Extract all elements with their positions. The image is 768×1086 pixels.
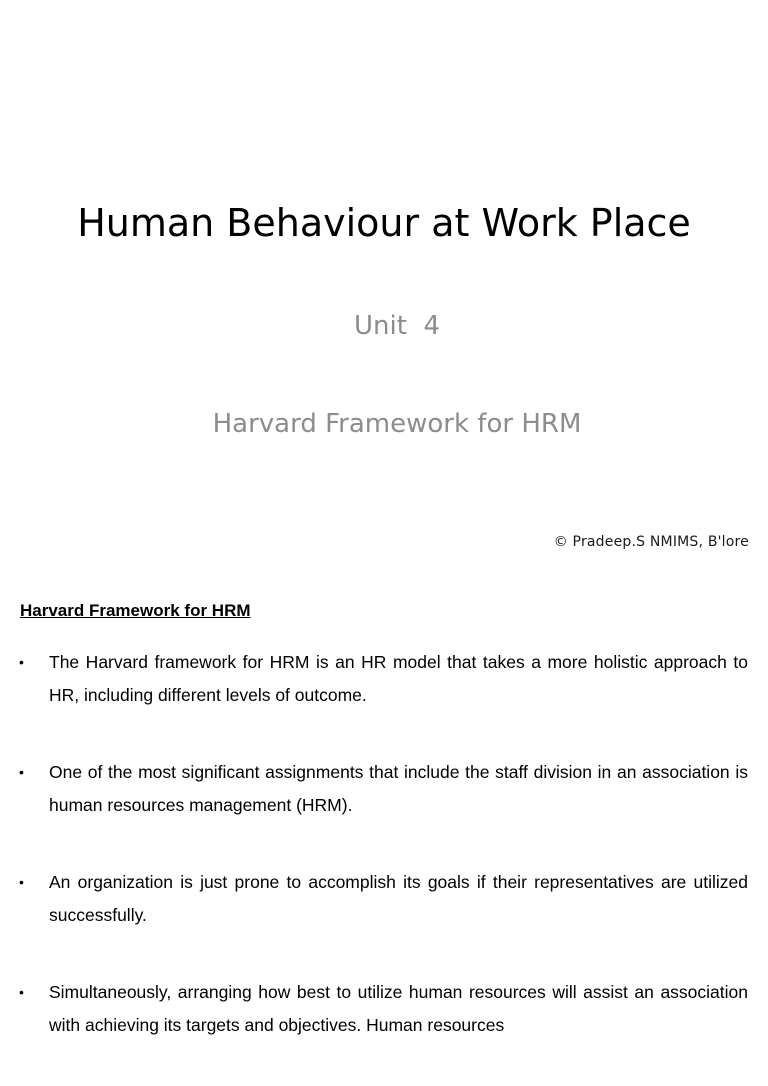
slide-unit-label: Unit 4 xyxy=(354,311,440,341)
slide-title: Human Behaviour at Work Place xyxy=(77,201,691,245)
list-item xyxy=(0,976,768,1042)
list-item xyxy=(0,756,768,822)
bullet-text: An organization is just prone to accomplish its goals if their representatives are utilized successfully. xyxy=(49,872,748,925)
list-item xyxy=(0,866,768,932)
bullet-list xyxy=(0,646,768,1086)
bullet-text: The Harvard framework for HRM is an HR model that takes a more holistic approach to HR, including different levels of outcome. xyxy=(49,652,748,705)
bullet-icon: • xyxy=(19,764,24,780)
slide-subtitle: Harvard Framework for HRM xyxy=(212,409,582,439)
bullet-icon: • xyxy=(19,984,24,1000)
bullet-icon: • xyxy=(19,654,24,670)
bullet-text: Simultaneously, arranging how best to utilize human resources will assist an association with achieving its targets and objectives. Human resources xyxy=(49,982,748,1035)
list-item xyxy=(0,646,768,712)
section-heading: Harvard Framework for HRM xyxy=(20,601,251,620)
bullet-text: One of the most significant assignments that include the staff division in an association is human resources management (HRM). xyxy=(49,762,748,815)
copyright-notice: © Pradeep.S NMIMS, B'lore xyxy=(553,534,749,550)
bullet-icon: • xyxy=(19,874,24,890)
